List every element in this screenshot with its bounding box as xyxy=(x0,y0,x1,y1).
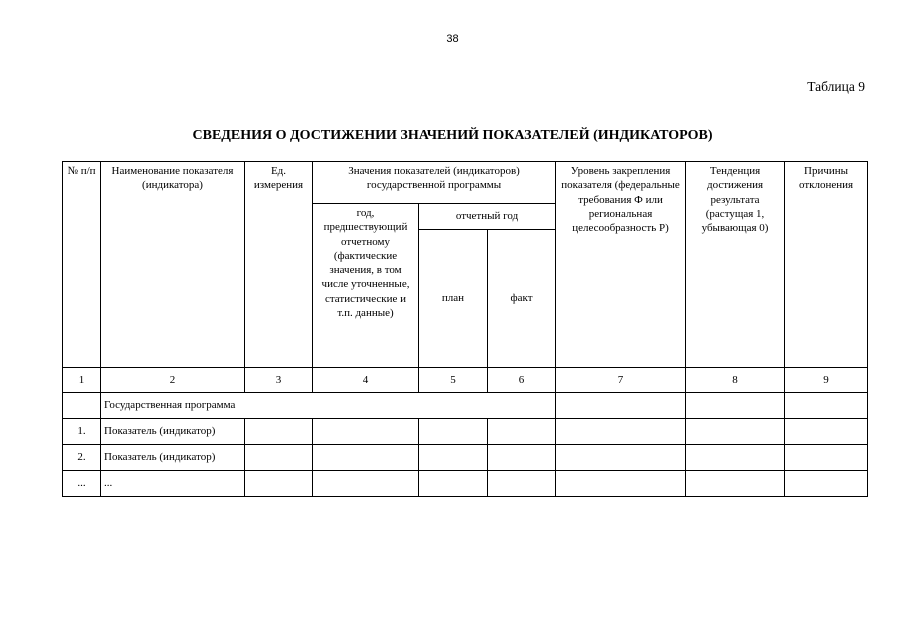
document-title: СВЕДЕНИЯ О ДОСТИЖЕНИИ ЗНАЧЕНИЙ ПОКАЗАТЕЛЕЙ (ИНДИКАТОРОВ) xyxy=(192,128,713,143)
column-number: 5 xyxy=(419,368,488,393)
row-cell xyxy=(686,445,785,471)
row-cell xyxy=(419,471,488,497)
row-cell xyxy=(488,471,556,497)
header-trend: Тенденция достижения результата (растущая 1, убывающая 0) xyxy=(686,162,785,368)
row-name: ... xyxy=(101,471,245,497)
row-num: ... xyxy=(63,471,101,497)
header-prev-year: год, предшествующий отчетному (фактические значения, в том числе уточненные, статистические и т.п. данные) xyxy=(313,204,419,368)
header-reasons: Причины отклонения xyxy=(785,162,868,368)
row-cell xyxy=(556,445,686,471)
header-num: № п/п xyxy=(63,162,101,368)
row-cell xyxy=(313,445,419,471)
row-cell xyxy=(245,471,313,497)
table-label: Таблица 9 xyxy=(807,79,865,94)
column-numbers-row xyxy=(63,368,868,393)
header-unit: Ед. измерения xyxy=(245,162,313,368)
row-cell xyxy=(419,445,488,471)
row-num: 2. xyxy=(63,445,101,471)
row-cell xyxy=(686,393,785,419)
row-cell xyxy=(245,445,313,471)
header-plan: план xyxy=(419,230,488,368)
page-number: 38 xyxy=(446,33,459,45)
column-number: 8 xyxy=(686,368,785,393)
row-cell xyxy=(785,393,868,419)
table-row xyxy=(63,419,868,445)
row-cell xyxy=(686,419,785,445)
column-number: 3 xyxy=(245,368,313,393)
header-fact: факт xyxy=(488,230,556,368)
column-number: 6 xyxy=(488,368,556,393)
row-cell xyxy=(313,471,419,497)
header-report-year: отчетный год xyxy=(419,204,556,230)
row-cell xyxy=(313,419,419,445)
column-number: 2 xyxy=(101,368,245,393)
header-name: Наименование показателя (индикатора) xyxy=(101,162,245,368)
row-name: Государственная программа xyxy=(101,393,556,419)
header-values-group: Значения показателей (индикаторов) государственной программы xyxy=(313,162,556,204)
column-number: 4 xyxy=(313,368,419,393)
row-name: Показатель (индикатор) xyxy=(101,419,245,445)
row-cell xyxy=(556,471,686,497)
row-cell xyxy=(785,419,868,445)
indicators-table xyxy=(62,161,868,497)
row-num: 1. xyxy=(63,419,101,445)
column-number: 1 xyxy=(63,368,101,393)
table-row xyxy=(63,445,868,471)
row-cell xyxy=(785,471,868,497)
row-cell xyxy=(245,419,313,445)
row-cell xyxy=(556,393,686,419)
table-row xyxy=(63,393,868,419)
table-row xyxy=(63,471,868,497)
row-cell xyxy=(556,419,686,445)
row-cell xyxy=(785,445,868,471)
row-name: Показатель (индикатор) xyxy=(101,445,245,471)
row-cell xyxy=(488,419,556,445)
header-level: Уровень закрепления показателя (федеральные требования Ф или региональная целесообразность Р) xyxy=(556,162,686,368)
row-cell xyxy=(419,419,488,445)
row-num xyxy=(63,393,101,419)
column-number: 9 xyxy=(785,368,868,393)
row-cell xyxy=(686,471,785,497)
column-number: 7 xyxy=(556,368,686,393)
header-row-1 xyxy=(63,162,868,204)
row-cell xyxy=(488,445,556,471)
